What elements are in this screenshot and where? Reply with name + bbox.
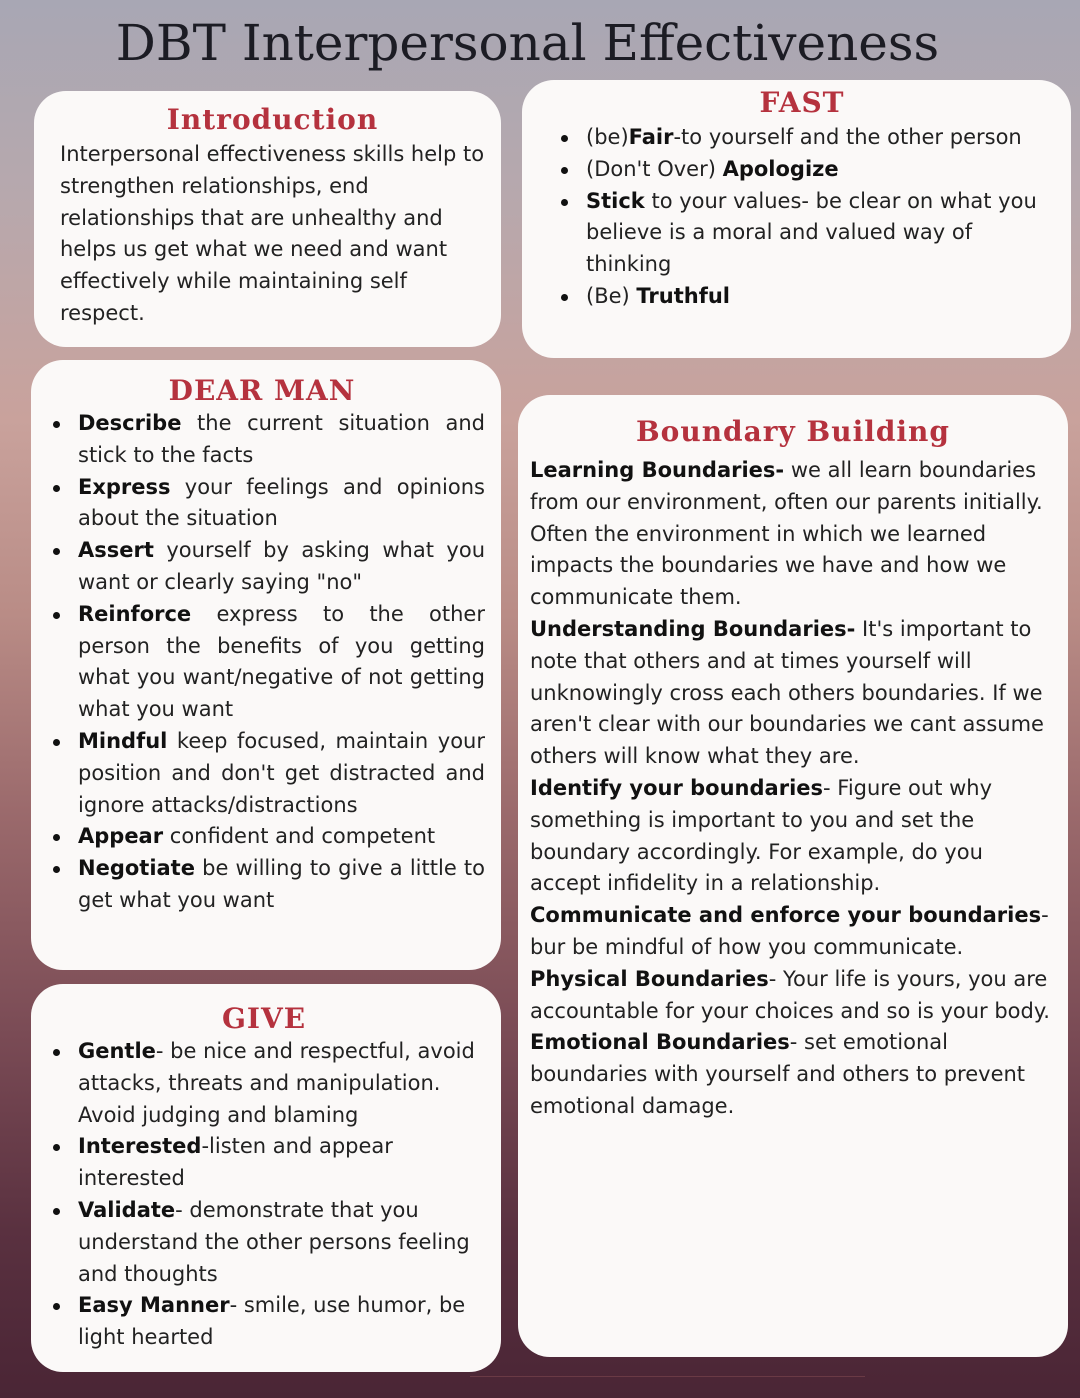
item-term: Easy Manner [78,1293,230,1318]
item-term: Validate [78,1197,176,1222]
boundary-paragraph [530,964,1056,1028]
list-item [39,853,485,917]
list-item [39,726,485,821]
item-term: Apologize [722,156,839,181]
boundary-paragraph [530,614,1056,773]
boundary-paragraph [530,773,1056,900]
introduction-heading: Introduction [166,103,379,136]
dear-man-card [31,360,501,970]
dear-man-heading: DEAR MAN [168,374,356,407]
list-item [39,408,485,472]
boundary-building-heading: Boundary Building [636,415,950,448]
item-prefix: (Don't Over) [586,156,723,181]
dear-man-list [39,408,485,917]
item-term: Interested [78,1134,202,1159]
fast-list [547,122,1057,313]
item-text: confident and competent [163,824,436,849]
introduction-card [34,91,501,347]
item-text: be willing to give a little to get what you want [78,856,485,912]
item-term: Describe [78,411,182,435]
item-term: Stick [586,188,645,213]
paragraph-text: - Figure out why something is important to you and set the boundary accordingly. For example, do you accept infidelity in a relationship. [530,775,993,896]
item-text: - be nice and respectful, avoid attacks, threats and manipulation. Avoid judging and blaming [78,1039,475,1127]
item-text: your feelings and opinions about the situation [78,474,485,531]
item-text: express to the other person the benefits of you getting what you want/negative of not getting what you want [78,601,485,722]
item-text: -to yourself and the other person [673,125,1022,149]
list-item [39,1036,489,1131]
paragraph-text: - set emotional boundaries with yourself and others to prevent emotional damage. [530,1030,1026,1118]
item-term: Negotiate [78,856,195,881]
paragraph-text: - bur be mindful of how you communicate. [530,903,1049,959]
list-item [39,821,485,853]
item-term: Truthful [636,283,730,308]
fast-heading: FAST [759,86,845,119]
item-text: the current situation and stick to the facts [78,411,485,467]
item-term: Appear [78,824,164,849]
item-term: Assert [78,538,154,563]
paragraph-term: Physical Boundaries [530,966,769,991]
item-term: Mindful [78,728,168,753]
list-item [39,599,485,726]
list-item [547,122,1057,154]
boundary-paragraph [530,1027,1056,1122]
give-card [31,984,501,1372]
item-text: yourself by asking what you want or clearly saying "no" [78,538,485,594]
bottom-divider [470,1376,865,1377]
boundary-paragraph [530,900,1056,964]
paragraph-text: we all learn boundaries from our environment, often our parents initially. Often the environment in which we learned impacts the boundaries we have and how we communicate them. [530,458,1043,610]
boundary-paragraph [530,455,1056,614]
item-text: -listen and appear interested [78,1134,393,1191]
item-prefix: (Be) [586,283,637,308]
paragraph-term: Emotional Boundaries [530,1030,790,1055]
give-heading: GIVE [221,1002,307,1035]
list-item [547,186,1057,281]
give-list [39,1036,489,1354]
paragraph-term: Communicate and enforce your boundaries [530,903,1042,928]
item-term: Express [78,474,171,499]
list-item [547,281,1057,313]
item-text: to your values- be clear on what you believe is a moral and valued way of thinking [586,188,1037,277]
boundary-building-card [518,395,1068,1357]
paragraph-term: Understanding Boundaries- [530,616,856,641]
list-item [39,1195,489,1290]
item-text: - demonstrate that you understand the other persons feeling and thoughts [78,1197,470,1286]
paragraph-term: Learning Boundaries- [530,458,785,482]
paragraph-text: It's important to note that others and at times yourself will unknowingly cross each others boundaries. If we aren't clear with our boundaries we cant assume others will know what they are. [530,616,1044,769]
paragraph-text: - Your life is yours, you are accountable for your choices and so is your body. [530,966,1050,1023]
list-item [39,472,485,536]
list-item [39,1131,489,1195]
item-text: - smile, use humor, be light hearted [78,1293,466,1350]
list-item [547,154,1057,186]
page-title: DBT Interpersonal Effectiveness [115,14,940,72]
introduction-text: Interpersonal effectiveness skills help to strengthen relationships, end relationships that are unhealthy and helps us get what we need and want effectively while maintaining self respect. [60,142,485,325]
list-item [39,1290,489,1354]
item-text: keep focused, maintain your position and don't get distracted and ignore attacks/distractions [78,728,485,817]
item-prefix: (be) [586,125,629,149]
fast-card [522,80,1071,358]
list-item [39,535,485,599]
paragraph-term: Identify your boundaries [530,775,824,800]
item-term: Gentle [78,1039,156,1063]
item-term: Reinforce [78,601,192,626]
item-term: Fair [628,125,674,149]
